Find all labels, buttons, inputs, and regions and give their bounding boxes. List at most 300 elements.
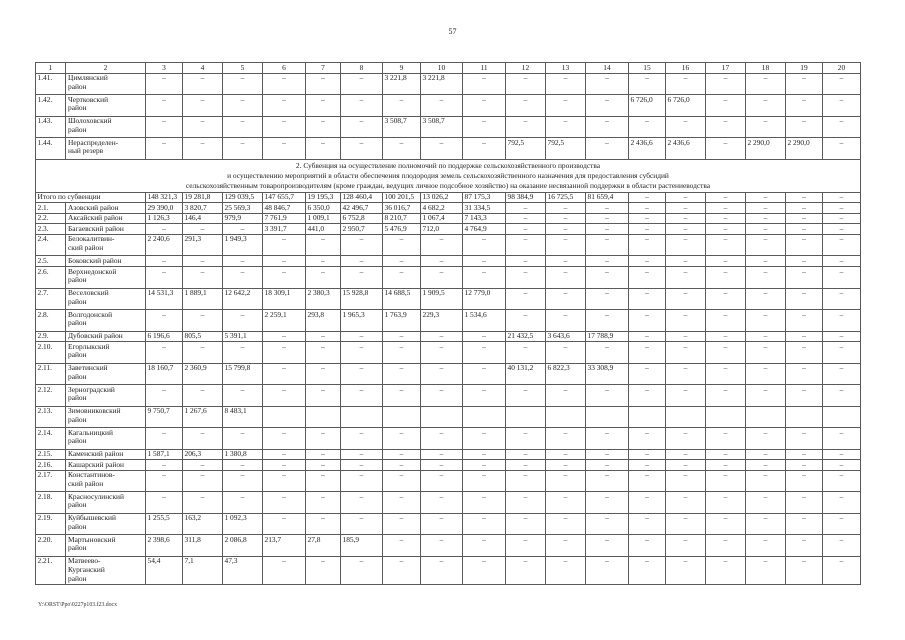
value-cell: 213,7 [263, 535, 306, 557]
district-name-cell: Азовский район [66, 203, 146, 214]
value-cell: – [421, 428, 463, 450]
table-row [36, 116, 861, 138]
value-cell: – [383, 363, 421, 385]
value-cell [263, 406, 306, 428]
page-number: 57 [448, 27, 457, 36]
value-cell: – [421, 331, 463, 342]
value-cell: 206,3 [183, 449, 223, 460]
value-cell: 2 380,3 [306, 288, 341, 310]
value-cell: 2 086,8 [223, 535, 263, 557]
value-cell: – [263, 95, 306, 117]
value-cell: – [383, 256, 421, 267]
value-cell: – [421, 95, 463, 117]
value-cell: – [223, 256, 263, 267]
value-cell: – [306, 256, 341, 267]
row-number-cell: 2.3. [36, 224, 66, 235]
value-cell: – [629, 192, 666, 203]
table-row [36, 310, 861, 332]
value-cell: 128 460,4 [341, 192, 383, 203]
value-cell: – [263, 513, 306, 535]
value-cell: – [341, 470, 383, 492]
column-number-header: 11 [463, 63, 506, 74]
value-cell: – [146, 267, 183, 289]
value-cell: – [823, 192, 861, 203]
value-cell: – [383, 138, 421, 160]
value-cell: – [823, 116, 861, 138]
district-name-cell: Чертковский район [66, 95, 146, 117]
row-number-cell: 2.20. [36, 535, 66, 557]
value-cell: – [506, 460, 546, 471]
value-cell: – [666, 192, 706, 203]
value-cell: – [223, 267, 263, 289]
district-name-cell: Константинов- ский район [66, 470, 146, 492]
value-cell: – [706, 138, 746, 160]
value-cell: – [506, 73, 546, 95]
value-cell: 40 131,2 [506, 363, 546, 385]
value-cell: – [586, 73, 629, 95]
value-cell: – [383, 331, 421, 342]
value-cell: – [823, 460, 861, 471]
value-cell: – [666, 492, 706, 514]
row-number-cell: 2.13. [36, 406, 66, 428]
value-cell: – [263, 73, 306, 95]
value-cell: – [823, 138, 861, 160]
value-cell: 47,3 [223, 556, 263, 584]
value-cell [341, 406, 383, 428]
district-name-cell: Куйбышевский район [66, 513, 146, 535]
value-cell: – [383, 385, 421, 407]
value-cell: – [706, 556, 746, 584]
value-cell: – [786, 116, 823, 138]
value-cell: – [706, 95, 746, 117]
value-cell: – [223, 385, 263, 407]
value-cell: – [463, 331, 506, 342]
value-cell: – [706, 267, 746, 289]
column-number-header: 16 [666, 63, 706, 74]
value-cell [586, 406, 629, 428]
value-cell: – [506, 234, 546, 256]
value-cell: – [506, 385, 546, 407]
value-cell: – [629, 288, 666, 310]
value-cell: – [306, 342, 341, 364]
row-number-cell: 2.5. [36, 256, 66, 267]
district-name-cell: Аксайский район [66, 213, 146, 224]
row-number-cell: 2.19. [36, 513, 66, 535]
value-cell: – [341, 449, 383, 460]
value-cell: – [223, 224, 263, 235]
table-row [36, 213, 861, 224]
value-cell: – [706, 73, 746, 95]
value-cell: – [706, 513, 746, 535]
value-cell: – [546, 492, 586, 514]
value-cell: 27,8 [306, 535, 341, 557]
value-cell: 146,4 [183, 213, 223, 224]
table-row [36, 224, 861, 235]
district-name-cell: Мартыновский район [66, 535, 146, 557]
value-cell: – [546, 460, 586, 471]
value-cell: – [263, 385, 306, 407]
value-cell: – [546, 449, 586, 460]
value-cell: – [629, 363, 666, 385]
value-cell: – [823, 363, 861, 385]
value-cell: – [463, 138, 506, 160]
district-name-cell: Кашарский район [66, 460, 146, 471]
value-cell: – [823, 95, 861, 117]
value-cell: – [666, 556, 706, 584]
value-cell: – [223, 310, 263, 332]
value-cell: – [383, 556, 421, 584]
row-number-cell: 1.44. [36, 138, 66, 160]
value-cell: – [306, 138, 341, 160]
value-cell: 5 391,1 [223, 331, 263, 342]
value-cell: – [183, 224, 223, 235]
value-cell: – [786, 310, 823, 332]
district-name-cell: Нераспределен- ный резерв [66, 138, 146, 160]
value-cell: – [706, 460, 746, 471]
value-cell: – [263, 138, 306, 160]
value-cell: 2 360,9 [183, 363, 223, 385]
value-cell: – [463, 267, 506, 289]
value-cell: – [146, 460, 183, 471]
value-cell: – [463, 385, 506, 407]
value-cell: – [306, 95, 341, 117]
value-cell: – [263, 470, 306, 492]
row-number-cell: 2.21. [36, 556, 66, 584]
value-cell: – [146, 138, 183, 160]
column-number-header: 19 [786, 63, 823, 74]
value-cell: – [546, 513, 586, 535]
value-cell: 31 334,5 [463, 203, 506, 214]
value-cell: – [341, 385, 383, 407]
value-cell: – [146, 470, 183, 492]
value-cell: – [306, 470, 341, 492]
value-cell: – [341, 267, 383, 289]
column-number-header: 9 [383, 63, 421, 74]
value-cell: – [263, 331, 306, 342]
value-cell: – [629, 428, 666, 450]
value-cell: – [586, 449, 629, 460]
value-cell: – [746, 513, 786, 535]
column-number-header: 14 [586, 63, 629, 74]
value-cell [706, 406, 746, 428]
value-cell: 6 752,8 [341, 213, 383, 224]
value-cell: – [746, 73, 786, 95]
value-cell: 4 764,9 [463, 224, 506, 235]
value-cell: 7 143,3 [463, 213, 506, 224]
value-cell: – [706, 535, 746, 557]
column-number-header: 7 [306, 63, 341, 74]
value-cell: – [506, 492, 546, 514]
value-cell: – [786, 213, 823, 224]
value-cell: – [223, 342, 263, 364]
row-number-cell: 2.8. [36, 310, 66, 332]
value-cell: 163,2 [183, 513, 223, 535]
section-title-line: 2. Субвенция на осуществление полномочий по поддержке сельскохозяйственного производства [295, 160, 601, 170]
column-number-header: 12 [506, 63, 546, 74]
value-cell: – [706, 470, 746, 492]
value-cell: – [341, 513, 383, 535]
value-cell: – [223, 470, 263, 492]
value-cell: 16 725,5 [546, 192, 586, 203]
district-name-cell: Зимовниковский район [66, 406, 146, 428]
table-row [36, 256, 861, 267]
value-cell: – [706, 234, 746, 256]
value-cell [306, 406, 341, 428]
value-cell: – [463, 116, 506, 138]
value-cell [421, 406, 463, 428]
value-cell: 6 196,6 [146, 331, 183, 342]
value-cell: – [463, 256, 506, 267]
column-number-header: 18 [746, 63, 786, 74]
value-cell: – [786, 234, 823, 256]
value-cell: 9 750,7 [146, 406, 183, 428]
value-cell: 712,0 [421, 224, 463, 235]
value-cell: – [263, 267, 306, 289]
value-cell: – [463, 470, 506, 492]
value-cell: – [706, 449, 746, 460]
value-cell: – [586, 213, 629, 224]
value-cell: – [383, 95, 421, 117]
value-cell: – [586, 460, 629, 471]
value-cell: – [666, 224, 706, 235]
value-cell: – [463, 492, 506, 514]
table-row [36, 363, 861, 385]
row-number-cell: 2.12. [36, 385, 66, 407]
value-cell: 2 290,0 [786, 138, 823, 160]
value-cell [823, 406, 861, 428]
value-cell: – [786, 288, 823, 310]
value-cell: – [666, 213, 706, 224]
value-cell: 7,1 [183, 556, 223, 584]
value-cell: – [546, 535, 586, 557]
column-number-header: 8 [341, 63, 383, 74]
value-cell: – [666, 256, 706, 267]
value-cell: – [183, 256, 223, 267]
row-number-cell: 2.16. [36, 460, 66, 471]
row-number-cell: 2.2. [36, 213, 66, 224]
value-cell: 8 483,1 [223, 406, 263, 428]
value-cell: – [666, 428, 706, 450]
district-name-cell: Заветинский район [66, 363, 146, 385]
value-cell: – [823, 342, 861, 364]
value-cell: – [666, 460, 706, 471]
value-cell: 87 175,3 [463, 192, 506, 203]
value-cell: – [629, 116, 666, 138]
table-row [36, 470, 861, 492]
value-cell: – [586, 95, 629, 117]
table-row [36, 267, 861, 289]
value-cell: 2 398,6 [146, 535, 183, 557]
value-cell: – [746, 492, 786, 514]
value-cell: – [306, 234, 341, 256]
value-cell: 3 221,8 [421, 73, 463, 95]
table-row [36, 535, 861, 557]
value-cell: – [586, 342, 629, 364]
value-cell: – [306, 73, 341, 95]
value-cell: – [706, 492, 746, 514]
value-cell: – [146, 256, 183, 267]
value-cell: – [629, 234, 666, 256]
value-cell: – [666, 470, 706, 492]
value-cell: 1 380,8 [223, 449, 263, 460]
value-cell: 81 659,4 [586, 192, 629, 203]
value-cell: – [146, 73, 183, 95]
value-cell: – [306, 363, 341, 385]
value-cell: 5 476,9 [383, 224, 421, 235]
value-cell: – [823, 234, 861, 256]
value-cell: – [823, 203, 861, 214]
value-cell: – [506, 224, 546, 235]
row-number-cell: 2.6. [36, 267, 66, 289]
value-cell: – [586, 116, 629, 138]
value-cell: – [546, 95, 586, 117]
value-cell: – [823, 310, 861, 332]
value-cell: – [421, 556, 463, 584]
value-cell: – [183, 310, 223, 332]
value-cell: 2 259,1 [263, 310, 306, 332]
value-cell: – [341, 556, 383, 584]
value-cell: – [421, 385, 463, 407]
value-cell: 18 160,7 [146, 363, 183, 385]
value-cell: – [383, 342, 421, 364]
value-cell: 229,3 [421, 310, 463, 332]
column-number-header: 1 [36, 63, 66, 74]
value-cell: 3 221,8 [383, 73, 421, 95]
value-cell: – [463, 535, 506, 557]
value-cell: – [666, 234, 706, 256]
value-cell: 13 026,2 [421, 192, 463, 203]
value-cell: 98 384,9 [506, 192, 546, 203]
value-cell: – [586, 428, 629, 450]
value-cell: – [746, 256, 786, 267]
value-cell: – [146, 385, 183, 407]
value-cell: 6 822,3 [546, 363, 586, 385]
value-cell: – [786, 342, 823, 364]
value-cell: – [341, 95, 383, 117]
value-cell: – [183, 460, 223, 471]
table-row [36, 234, 861, 256]
value-cell: 29 390,0 [146, 203, 183, 214]
value-cell: – [786, 203, 823, 214]
value-cell: – [146, 116, 183, 138]
value-cell: 2 436,6 [666, 138, 706, 160]
value-cell: – [263, 492, 306, 514]
value-cell: – [746, 288, 786, 310]
value-cell: 4 682,2 [421, 203, 463, 214]
value-cell: – [586, 492, 629, 514]
value-cell: – [823, 213, 861, 224]
value-cell: 7 761,9 [263, 213, 306, 224]
value-cell: – [746, 470, 786, 492]
value-cell: – [421, 138, 463, 160]
table-row [36, 492, 861, 514]
value-cell: 1 909,5 [421, 288, 463, 310]
value-cell: 3 643,6 [546, 331, 586, 342]
value-cell: – [463, 73, 506, 95]
district-name-cell: Шолоховский район [66, 116, 146, 138]
value-cell: – [223, 116, 263, 138]
district-name-cell: Волгодонской район [66, 310, 146, 332]
value-cell: – [421, 267, 463, 289]
value-cell: – [706, 342, 746, 364]
value-cell: – [506, 556, 546, 584]
value-cell: – [506, 513, 546, 535]
value-cell: – [746, 267, 786, 289]
district-name-cell: Зерноградский район [66, 385, 146, 407]
value-cell: – [263, 556, 306, 584]
value-cell: – [306, 116, 341, 138]
row-number-cell: 1.42. [36, 95, 66, 117]
value-cell: 48 846,7 [263, 203, 306, 214]
value-cell: – [706, 310, 746, 332]
value-cell: 1 009,1 [306, 213, 341, 224]
district-name-cell: Боковский район [66, 256, 146, 267]
column-number-header: 6 [263, 63, 306, 74]
value-cell: – [506, 203, 546, 214]
row-number-cell: 2.4. [36, 234, 66, 256]
value-cell: – [786, 535, 823, 557]
value-cell: – [629, 385, 666, 407]
value-cell: 1 763,9 [383, 310, 421, 332]
value-cell: – [786, 470, 823, 492]
value-cell: – [746, 460, 786, 471]
value-cell: – [263, 428, 306, 450]
value-cell: – [263, 460, 306, 471]
value-cell: – [421, 234, 463, 256]
value-cell [786, 406, 823, 428]
value-cell: 12 779,0 [463, 288, 506, 310]
table-body [36, 73, 861, 584]
value-cell: – [223, 460, 263, 471]
value-cell: 185,9 [341, 535, 383, 557]
value-cell: – [746, 428, 786, 450]
value-cell: – [629, 224, 666, 235]
row-number-cell: 2.11. [36, 363, 66, 385]
value-cell: 25 569,3 [223, 203, 263, 214]
value-cell: – [383, 535, 421, 557]
table-row [36, 288, 861, 310]
value-cell: – [463, 363, 506, 385]
value-cell: – [629, 73, 666, 95]
subsidy-table [35, 62, 861, 585]
column-number-header: 17 [706, 63, 746, 74]
value-cell: – [786, 95, 823, 117]
value-cell: 14 531,3 [146, 288, 183, 310]
value-cell: – [706, 331, 746, 342]
value-cell: – [629, 256, 666, 267]
value-cell: – [786, 256, 823, 267]
value-cell: – [629, 492, 666, 514]
value-cell: – [823, 224, 861, 235]
value-cell: 6 726,0 [629, 95, 666, 117]
value-cell: 1 126,3 [146, 213, 183, 224]
row-number-cell: 2.1. [36, 203, 66, 214]
table-row [36, 513, 861, 535]
value-cell: – [306, 492, 341, 514]
value-cell: – [586, 556, 629, 584]
value-cell: – [546, 234, 586, 256]
value-cell: 805,5 [183, 331, 223, 342]
value-cell: – [506, 449, 546, 460]
value-cell: – [629, 310, 666, 332]
value-cell: – [786, 513, 823, 535]
value-cell: – [383, 449, 421, 460]
value-cell: 21 432,5 [506, 331, 546, 342]
value-cell: – [629, 342, 666, 364]
value-cell: – [586, 535, 629, 557]
value-cell: – [823, 492, 861, 514]
file-path-footer: Y:\ORST\Ppo\0227p103.f23.docx [38, 602, 118, 608]
